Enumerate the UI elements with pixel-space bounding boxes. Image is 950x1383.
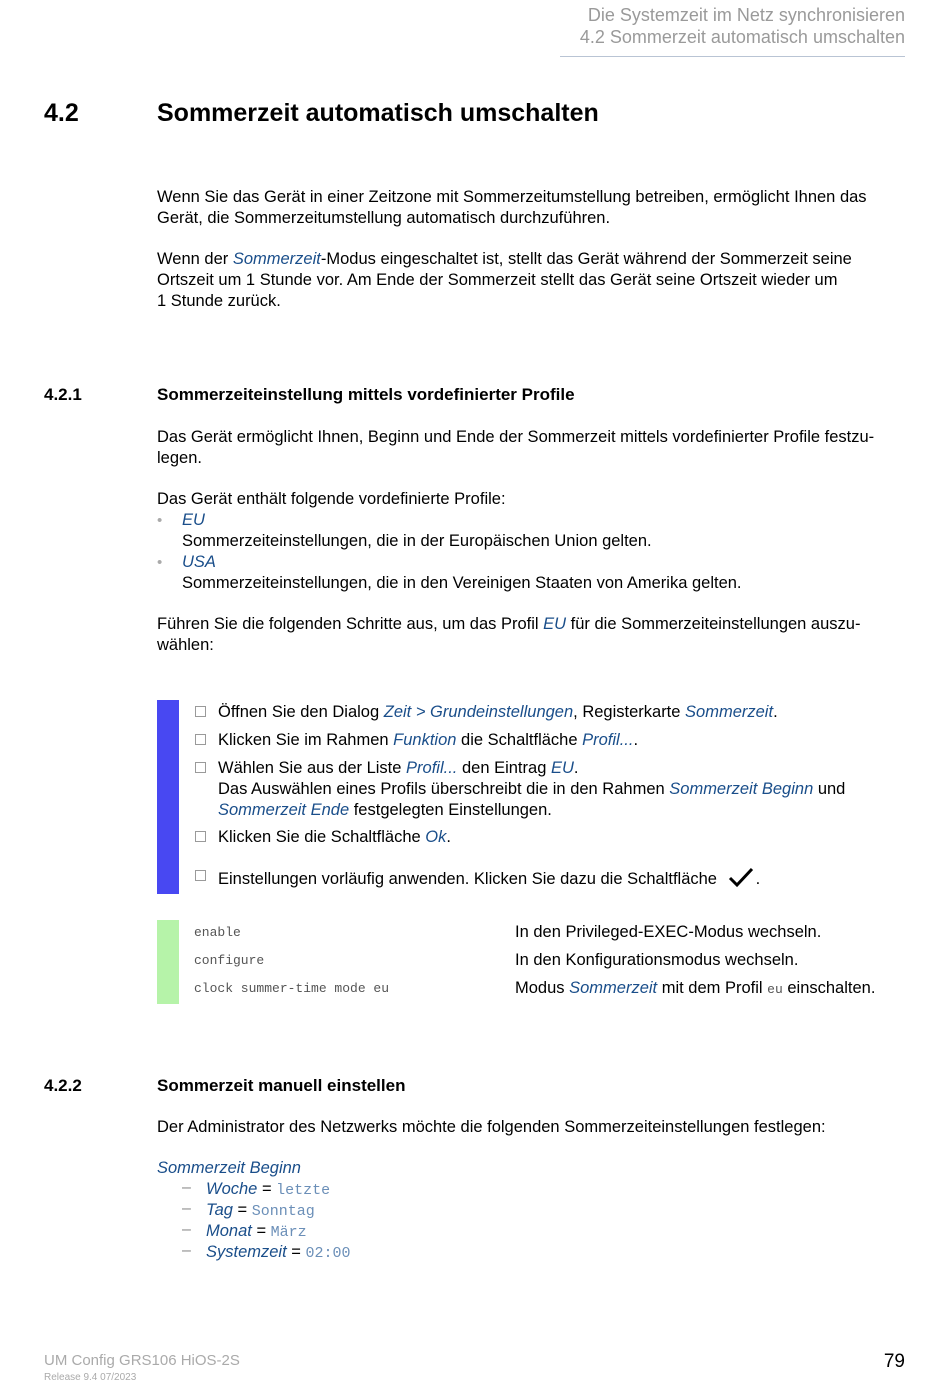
- gui-term: Sommerzeit: [232, 250, 321, 268]
- section-number: 4.2: [44, 99, 79, 127]
- step-open-dialog: Öffnen Sie den Dialog Zeit > Grundeinstellungen, Registerkarte Sommerzeit.: [218, 703, 778, 721]
- footer-document-name: UM Config GRS106 HiOS-2S: [44, 1352, 240, 1369]
- dash-bullet: –: [182, 1179, 191, 1196]
- param-system-time: Systemzeit = 02:00: [206, 1243, 351, 1262]
- profiles-intro-paragraph: Das Gerät ermöglicht Ihnen, Beginn und Ende der Sommerzeit mittels vordefinierter Profile festzu- legen.: [157, 428, 875, 467]
- profile-eu-item: EU Sommerzeiteinstellungen, die in der Europäischen Union gelten.: [182, 511, 652, 550]
- instruction-block-marker: [157, 700, 179, 894]
- subsection-title: Sommerzeit manuell einstellen: [157, 1076, 406, 1095]
- running-header-section: 4.2 Sommerzeit automatisch umschalten: [579, 27, 905, 47]
- subsection-number: 4.2.2: [44, 1076, 82, 1095]
- step-click-profile: Klicken Sie im Rahmen Funktion die Schaltfläche Profil....: [218, 731, 639, 749]
- bullet-eu: •: [157, 512, 163, 529]
- dash-bullet: –: [182, 1242, 191, 1259]
- header-divider: [560, 56, 905, 57]
- param-day: Tag = Sonntag: [206, 1201, 315, 1220]
- subsection-title: Sommerzeiteinstellung mittels vordefinierter Profile: [157, 385, 575, 404]
- cli-description: In den Konfigurationsmodus wechseln.: [515, 951, 799, 969]
- step-apply: Einstellungen vorläufig anwenden. Klicken Sie dazu die Schaltfläche .: [218, 866, 918, 890]
- steps-intro-paragraph: Führen Sie die folgenden Schritte aus, um das Profil EU für die Sommerzeiteinstellungen auszu- wählen:: [157, 615, 861, 654]
- footer-release: Release 9.4 07/2023: [44, 1372, 137, 1383]
- step-checkbox: [195, 831, 206, 842]
- cli-command: enable: [194, 925, 241, 940]
- step-checkbox: [195, 706, 206, 717]
- cli-description: In den Privileged-EXEC-Modus wechseln.: [515, 923, 822, 941]
- section-title: Sommerzeit automatisch umschalten: [157, 99, 599, 127]
- step-checkbox: [195, 762, 206, 773]
- dst-begin-heading: Sommerzeit Beginn: [157, 1159, 301, 1177]
- manual-intro-paragraph: Der Administrator des Netzwerks möchte die folgenden Sommerzeiteinstellungen festlegen:: [157, 1118, 826, 1136]
- step-select-eu: Wählen Sie aus der Liste Profil... den Eintrag EU. Das Auswählen eines Profils überschreibt die in den Rahmen Sommerzeit Beginn und Sommerzeit Ende festgelegten Einstellungen.: [218, 759, 846, 819]
- page-number: 79: [883, 1351, 905, 1372]
- dst-mode-paragraph: Wenn der Sommerzeit-Modus eingeschaltet ist, stellt das Gerät während der Sommerzeit seine Ortszeit um 1 Stunde vor. Am Ende der Sommerzeit stellt das Gerät seine Ortszeit wieder um 1 Stunde zurück.: [157, 250, 852, 310]
- bullet-usa: •: [157, 554, 163, 571]
- cli-command: clock summer-time mode eu: [194, 981, 390, 996]
- cli-description: Modus Sommerzeit mit dem Profil eu einschalten.: [515, 979, 876, 997]
- cli-block-marker: [157, 920, 179, 1004]
- step-checkbox: [195, 870, 206, 881]
- step-click-ok: Klicken Sie die Schaltfläche Ok.: [218, 828, 451, 846]
- dash-bullet: –: [182, 1200, 191, 1217]
- intro-paragraph: Wenn Sie das Gerät in einer Zeitzone mit Sommerzeitumstellung betreiben, ermöglicht Ihnen das Gerät, die Sommerzeitumstellung automatisch durchzuführen.: [157, 188, 867, 227]
- checkmark-icon: [728, 866, 754, 888]
- dash-bullet: –: [182, 1221, 191, 1238]
- subsection-number: 4.2.1: [44, 385, 82, 404]
- step-checkbox: [195, 734, 206, 745]
- cli-command: configure: [194, 953, 265, 968]
- param-week: Woche = letzte: [206, 1180, 331, 1199]
- profile-usa-item: USA Sommerzeiteinstellungen, die in den Vereinigen Staaten von Amerika gelten.: [182, 553, 742, 592]
- running-header-chapter: Die Systemzeit im Netz synchronisieren: [587, 5, 905, 25]
- param-month: Monat = März: [206, 1222, 307, 1241]
- profiles-list-intro: Das Gerät enthält folgende vordefinierte Profile:: [157, 490, 506, 508]
